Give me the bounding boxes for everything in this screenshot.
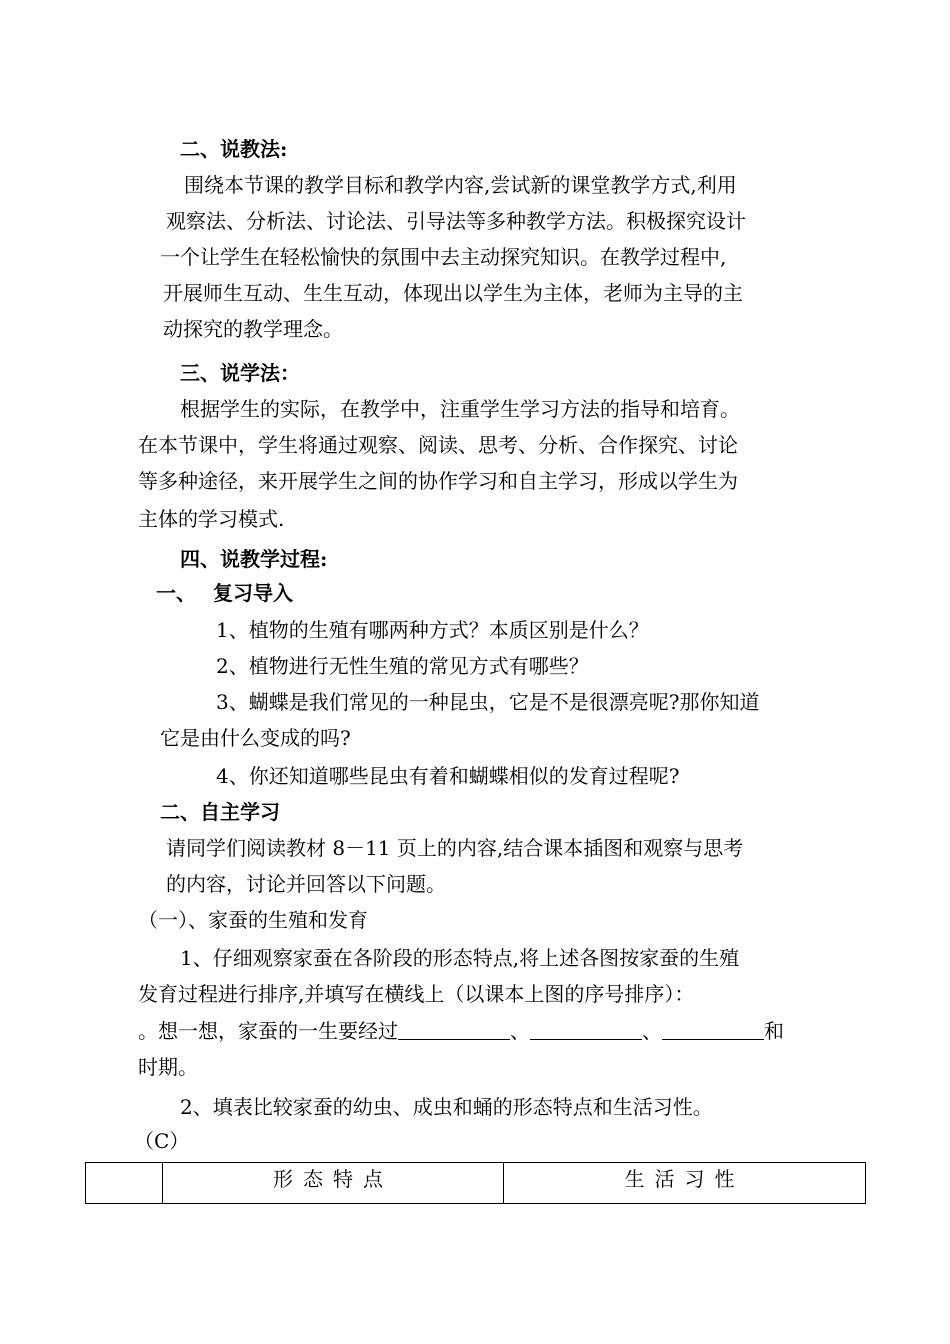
task-1-end: 时期。 (138, 1055, 198, 1079)
fill-blank-2[interactable] (530, 1019, 642, 1040)
fill-blank-3[interactable] (662, 1019, 764, 1040)
fill-blank-1[interactable] (398, 1019, 510, 1040)
heading-teaching-process: 四、说教学过程: (180, 547, 328, 571)
separator: 、 (510, 1019, 530, 1043)
task-1-blanks-line (138, 1018, 784, 1044)
table-header-form: 形态特点 (163, 1163, 504, 1204)
conjunction: 和 (764, 1019, 784, 1043)
part1-title: 复习导入 (213, 581, 293, 605)
task-1-cont: 发育过程进行排序,并填写在横线上（以课本上图的序号排序）： (138, 982, 695, 1006)
part1-number: 一、 (156, 581, 196, 605)
heading-learning-method: 三、说学法： (180, 361, 300, 385)
paragraph-line: 请同学们阅读教材 8－11 页上的内容,结合课本插图和观察与思考 (166, 836, 744, 860)
difficulty-tag: （C） (134, 1129, 190, 1153)
paragraph-line: 观察法、分析法、讨论法、引导法等多种教学方法。积极探究设计 (166, 209, 746, 233)
separator: 、 (642, 1019, 662, 1043)
heading-teaching-method: 二、说教法: (180, 137, 288, 161)
paragraph-line: 一个让学生在轻松愉快的氛围中去主动探究知识。在教学过程中, (160, 245, 727, 269)
paragraph-line: 主体的学习模式. (138, 507, 285, 531)
question-3: 3、蝴蝶是我们常见的一种昆虫，它是不是很漂亮呢?那你知道 (216, 690, 760, 714)
table-header-row (86, 1163, 866, 1204)
paragraph-line: 根据学生的实际，在教学中，注重学生学习方法的指导和培育。 (180, 397, 740, 421)
question-1: 1、植物的生殖有哪两种方式？本质区别是什么？ (216, 618, 649, 642)
task-2: 2、填表比较家蚕的幼虫、成虫和蛹的形态特点和生活习性。 (180, 1095, 713, 1119)
part2-title: 二、自主学习 (160, 800, 280, 824)
paragraph-line: 的内容，讨论并回答以下问题。 (166, 872, 446, 896)
question-4: 4、你还知道哪些昆虫有着和蝴蝶相似的发育过程呢? (216, 764, 680, 788)
comparison-table (85, 1162, 866, 1204)
paragraph-line: 围绕本节课的教学目标和教学内容,尝试新的课堂教学方式,利用 (184, 173, 737, 197)
task-1: 1、仔细观察家蚕在各阶段的形态特点,将上述各图按家蚕的生殖 (180, 946, 740, 970)
paragraph-line: 在本节课中，学生将通过观察、阅读、思考、分析、合作探究、讨论 (138, 433, 738, 457)
table-header-blank[interactable] (86, 1163, 163, 1204)
table-header-habits: 生活习性 (504, 1163, 866, 1204)
paragraph-line: 开展师生互动、生生互动，体现出以学生为主体，老师为主导的主 (163, 281, 743, 305)
question-3-cont: 它是由什么变成的吗? (160, 726, 351, 750)
paragraph-line: 等多种途径，来开展学生之间的协作学习和自主学习，形成以学生为 (138, 469, 738, 493)
subsection-title: （一）、家蚕的生殖和发育 (138, 908, 368, 932)
question-2: 2、植物进行无性生殖的常见方式有哪些？ (216, 654, 589, 678)
task-1-prompt: 。想一想，家蚕的一生要经过 (138, 1019, 398, 1043)
paragraph-line: 动探究的教学理念。 (163, 317, 343, 341)
